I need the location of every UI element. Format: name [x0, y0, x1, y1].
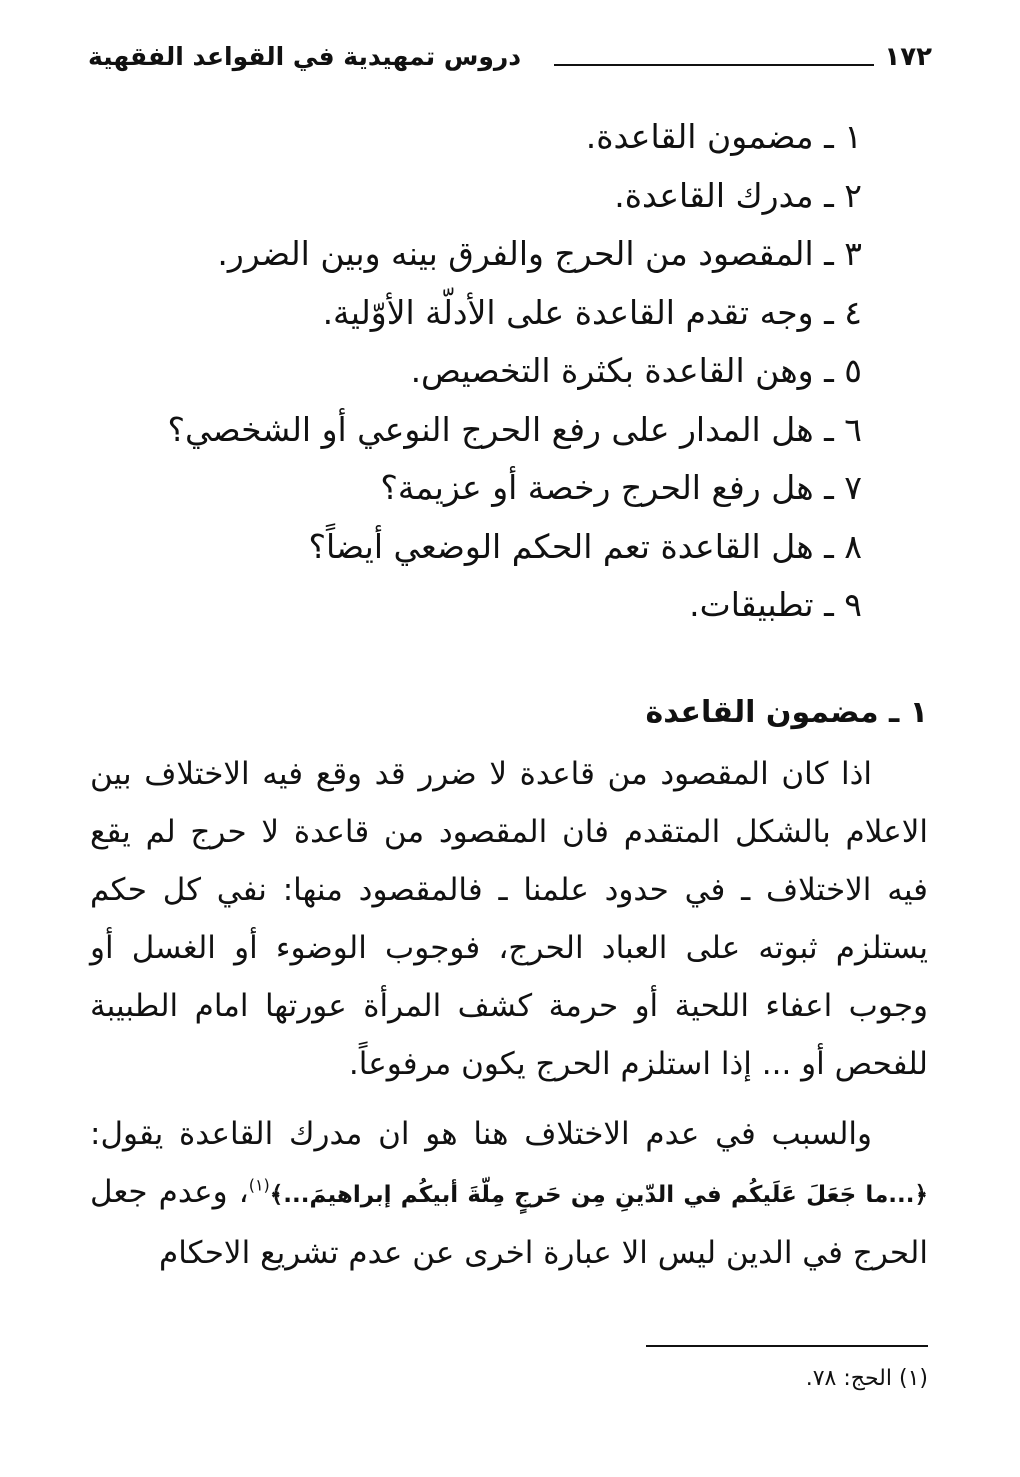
- quran-verse: ﴿...ما جَعَلَ عَلَيكُم في الدّينِ مِن حَرجٍ مِلّةَ أبيكُم إبراهيمَ...﴾: [269, 1182, 928, 1208]
- topic-item: ٤ ـ وجه تقدم القاعدة على الأدلّة الأوّلية.: [322, 292, 862, 332]
- paragraph-text: والسبب في عدم الاختلاف هنا هو ان مدرك القاعدة يقول:: [90, 1116, 872, 1152]
- body-paragraph: [90, 1105, 928, 1282]
- topic-item: ٦ ـ هل المدار على رفع الحرج النوعي أو الشخصي؟: [167, 409, 862, 449]
- topic-item: ٥ ـ وهن القاعدة بكثرة التخصيص.: [410, 351, 862, 390]
- topic-item: ٩ ـ تطبيقات.: [689, 585, 862, 624]
- paragraph-text: اذا كان المقصود من قاعدة لا ضرر قد وقع فيه الاختلاف بين الاعلام بالشكل المتقدم فان المقصود من قاعدة لا حرج لم يقع فيه الاختلاف ـ في حدود علمنا ـ فالمقصود منها: نفي كل حكم يستلزم ثبوته على العباد الحرج، فوجوب الوضوء أو الغسل أو وجوب اعفاء اللحية أو حرمة كشف المرأة عورتها امام الطبيبة للفحص أو ... إذا استلزم الحرج يكون مرفوعاً.: [90, 756, 928, 1082]
- page-number: ١٧٢: [884, 42, 932, 72]
- section-heading: ١ ـ مضمون القاعدة: [645, 695, 928, 730]
- topic-item: ١ ـ مضمون القاعدة.: [585, 117, 862, 156]
- footnote-separator: [646, 1345, 928, 1347]
- topics-list: [102, 108, 862, 635]
- footnote-marker[interactable]: (١): [248, 1175, 270, 1195]
- page-header: [88, 38, 932, 82]
- body-paragraph: [90, 745, 928, 1093]
- paragraph-text: ، وعدم جعل الحرج في الدين ليس الا عبارة اخرى عن عدم تشريع الاحكام: [90, 1174, 928, 1271]
- topic-item: ٧ ـ هل رفع الحرج رخصة أو عزيمة؟: [380, 468, 862, 507]
- topic-item: ٨ ـ هل القاعدة تعم الحكم الوضعي أيضاً؟: [308, 526, 862, 566]
- header-rule: [554, 64, 874, 66]
- topic-item: ٢ ـ مدرك القاعدة.: [614, 175, 862, 215]
- footnote: (١) الحج: ٧٨.: [805, 1366, 928, 1391]
- running-title: دروس تمهيدية في القواعد الفقهية: [88, 42, 522, 71]
- topic-item: ٣ ـ المقصود من الحرج والفرق بينه وبين الضرر.: [217, 234, 862, 273]
